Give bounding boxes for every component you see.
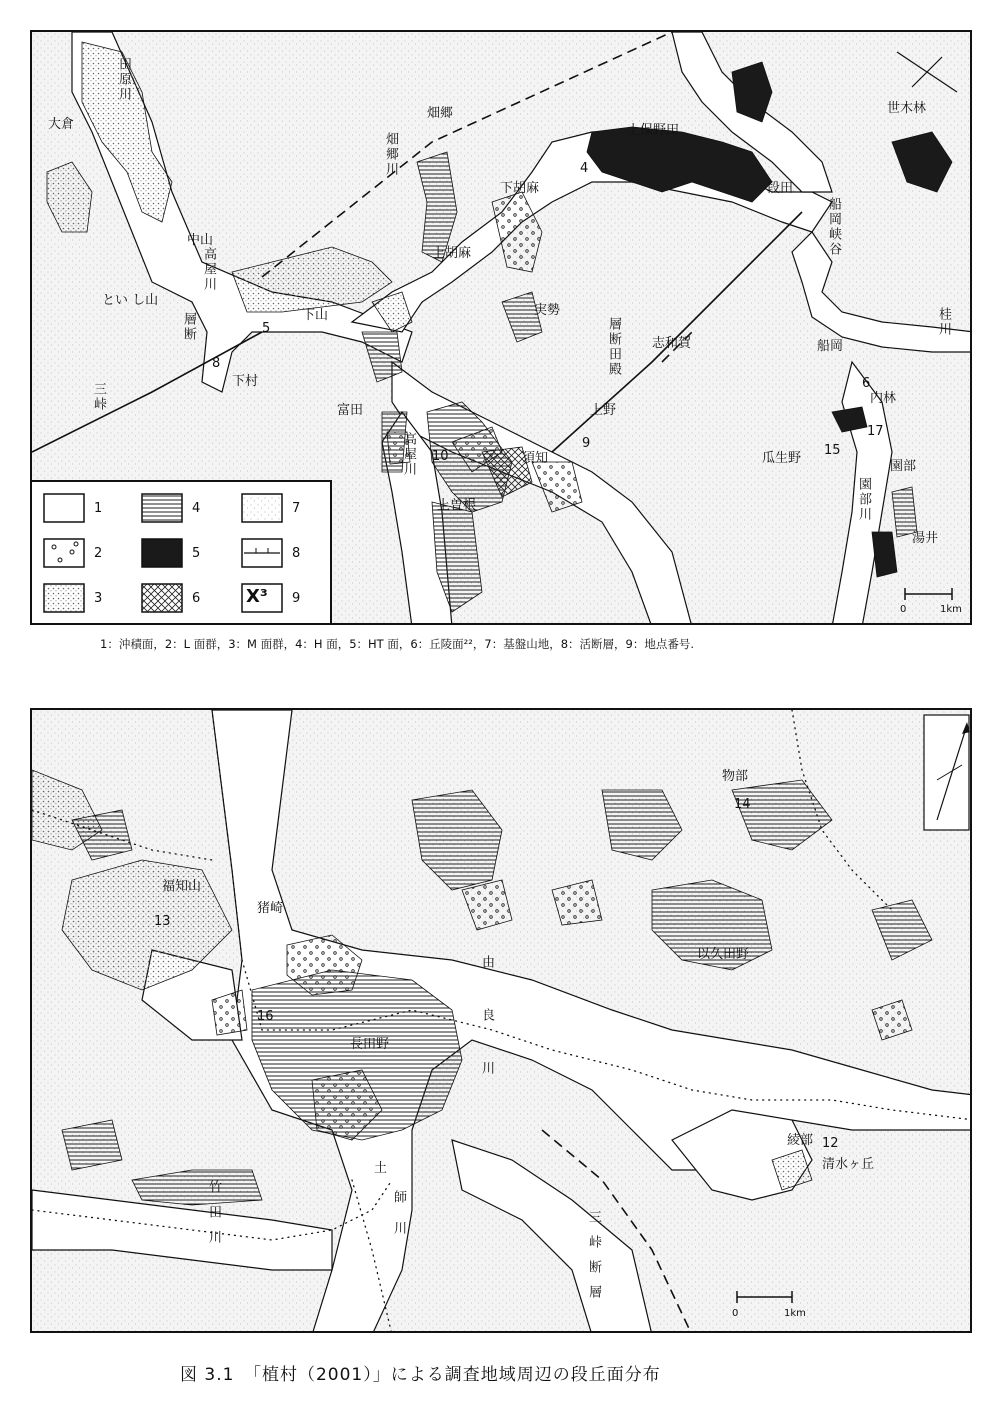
place-label-shimoyama: 下山 — [302, 308, 329, 323]
river-label-hatago: 畑郷川 — [383, 132, 398, 177]
point-number: 8 — [212, 356, 221, 371]
river-label-shigawa: 師川 — [391, 1190, 406, 1252]
place-label-fukuchiyama: 福知山 — [162, 879, 202, 894]
legend-label: 4 — [192, 501, 201, 516]
place-label-sekiboku: 世木林 — [887, 101, 927, 116]
point-number: 9 — [582, 436, 591, 451]
scale-zero-2: 0 — [732, 1308, 739, 1319]
point-number: 14 — [734, 797, 751, 812]
scale-km-2: 1km — [784, 1308, 806, 1319]
legend-label: 6 — [192, 591, 201, 606]
place-label-suchi: 須知 — [522, 451, 549, 466]
point-number: 15 — [824, 443, 841, 458]
point-number: 5 — [262, 321, 271, 336]
place-label-sonobe: 園部 — [890, 459, 917, 474]
scale-zero: 0 — [900, 604, 907, 615]
legend-label: 2 — [94, 546, 103, 561]
river-label-yura: 由良川 — [479, 955, 494, 1114]
place-label-uriuno: 瓜生野 — [762, 451, 802, 466]
legend-label: 7 — [292, 501, 301, 516]
gorge-label-funaoka: 船岡峡谷 — [826, 197, 841, 257]
legend-label: 3 — [94, 591, 103, 606]
map-legend — [32, 480, 332, 625]
place-label-yui: 湯井 — [912, 531, 939, 546]
place-label-osada: 長田野 — [350, 1037, 390, 1052]
fault-label-mitoge-2: 三峠断層 — [586, 1210, 601, 1310]
place-label-jitsusei: 実勢 — [534, 303, 561, 318]
point-number: 12 — [822, 1136, 839, 1151]
place-label-uchibayashi: 内林 — [870, 391, 897, 406]
terrace-map-lower — [30, 708, 972, 1333]
fault-label-danda: 層断田殿 — [606, 317, 621, 377]
point-number: 6 — [862, 376, 871, 391]
place-label-ueno: 上野 — [590, 403, 617, 418]
place-label-mononobe: 物部 — [722, 769, 749, 784]
north-arrow-2 — [924, 715, 970, 830]
place-label-inosaki: 猪崎 — [257, 901, 284, 916]
point-number: 17 — [867, 424, 884, 439]
place-label-hatago: 畑郷 — [427, 106, 454, 121]
legend-label: 8 — [292, 546, 301, 561]
place-label-kamisone: 上曽根 — [437, 498, 477, 513]
point-number: 10 — [432, 449, 449, 464]
point-number: 4 — [580, 161, 589, 176]
point-number: 16 — [257, 1009, 274, 1024]
place-label-kamihonoda: 上保野田 — [627, 123, 680, 138]
river-label-takaya2: 高屋川 — [401, 432, 416, 477]
river-label-tahara: 田原川 — [116, 57, 131, 102]
river-label-sonobe: 園部川 — [856, 477, 871, 522]
point-number: 13 — [154, 914, 171, 929]
place-label-toishiyama: とい し山 — [102, 293, 159, 308]
river-label-takeda: 竹田川 — [206, 1180, 221, 1255]
place-label-okura: 大倉 — [48, 117, 75, 132]
place-label-shiwaga: 志和賀 — [652, 336, 692, 351]
place-label-shimomura: 下村 — [232, 374, 259, 389]
place-label-ayabe: 綾部 — [787, 1133, 814, 1148]
river-label-takaya: 高屋川 — [201, 247, 216, 292]
legend-caption: 1：沖積面，2：L 面群，3：M 面群，4：H 面，5：HT 面，6：丘陵面²²，7：基盤山地，8：活断層，9：地点番号. — [100, 637, 694, 651]
place-label-shimizugaoka: 清水ヶ丘 — [822, 1157, 875, 1172]
place-label-funaoka: 船岡 — [817, 339, 844, 354]
place-label-danda: 段田 — [767, 181, 794, 196]
place-label-tomita: 富田 — [337, 403, 364, 418]
map2-terrain — [32, 710, 972, 1333]
river-label-katsura: 桂川 — [936, 307, 951, 337]
place-label-ikutano: 以久田野 — [697, 947, 750, 962]
fault-label-mitoge: 三峠 — [91, 382, 106, 412]
fault-label-dansou: 層断 — [181, 312, 196, 342]
legend-label: 5 — [192, 546, 201, 561]
legend-x3-symbol: X³ — [246, 586, 268, 607]
place-label-tsuchi: 土 — [374, 1161, 388, 1176]
place-label-shimogoma: 下胡麻 — [500, 181, 540, 196]
legend-swatches — [32, 482, 332, 625]
terrace-map-upper — [30, 30, 972, 625]
place-label-nakayama: 中山 — [187, 233, 214, 248]
place-label-kamigoma: 上胡麻 — [432, 246, 472, 261]
scale-km: 1km — [940, 604, 962, 615]
legend-label: 9 — [292, 591, 301, 606]
figure-caption: 図 3.1 「植村（2001）」による調査地域周辺の段丘面分布 — [180, 1365, 661, 1385]
legend-label: 1 — [94, 501, 103, 516]
